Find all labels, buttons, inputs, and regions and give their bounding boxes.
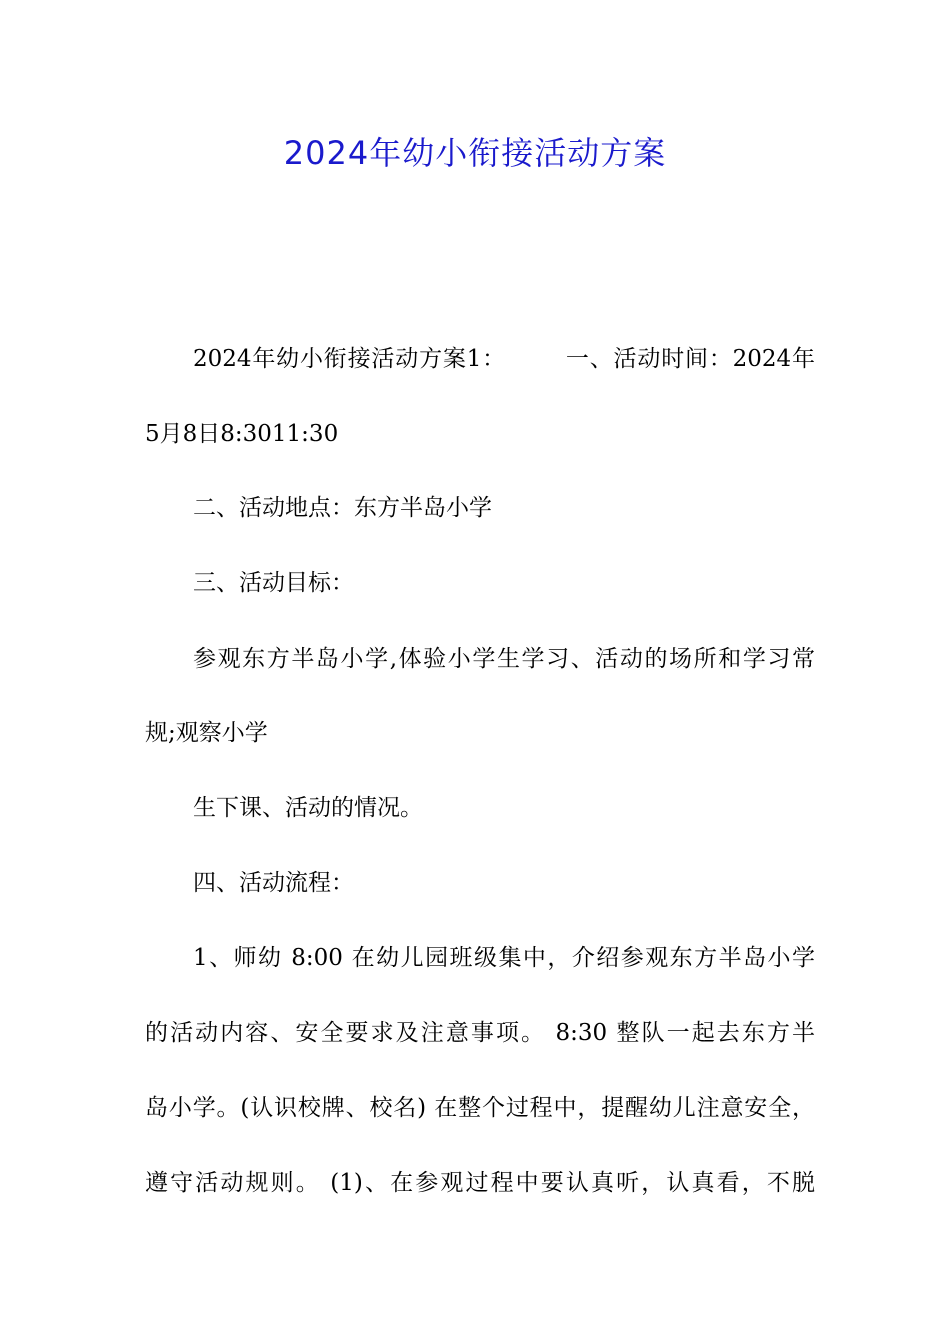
- paragraph-line: 2024年幼小衔接活动方案1： 一、活动时间：2024年: [193, 346, 815, 372]
- paragraph-line: 参观东方半岛小学,体验小学生学习、活动的场所和学习常: [193, 646, 815, 672]
- document-title: 2024年幼小衔接活动方案: [283, 134, 667, 172]
- paragraph-line: 遵守活动规则。 (1)、在参观过程中要认真听，认真看，不脱: [145, 1170, 815, 1196]
- paragraph-line: 的活动内容、安全要求及注意事项。 8:30 整队一起去东方半: [145, 1020, 815, 1046]
- paragraph-line: 生下课、活动的情况。: [193, 795, 423, 821]
- paragraph-line: 三、活动目标：: [193, 570, 354, 596]
- paragraph-line: 1、师幼 8:00 在幼儿园班级集中，介绍参观东方半岛小学: [193, 945, 815, 971]
- paragraph-line: 岛小学。(认识校牌、校名) 在整个过程中，提醒幼儿注意安全，: [145, 1095, 815, 1121]
- paragraph-line: 5月8日8:3011:30: [145, 421, 339, 447]
- paragraph-line: 二、活动地点：东方半岛小学: [193, 495, 492, 521]
- paragraph-line: 规;观察小学: [145, 720, 268, 746]
- paragraph-line: 四、活动流程：: [193, 870, 354, 896]
